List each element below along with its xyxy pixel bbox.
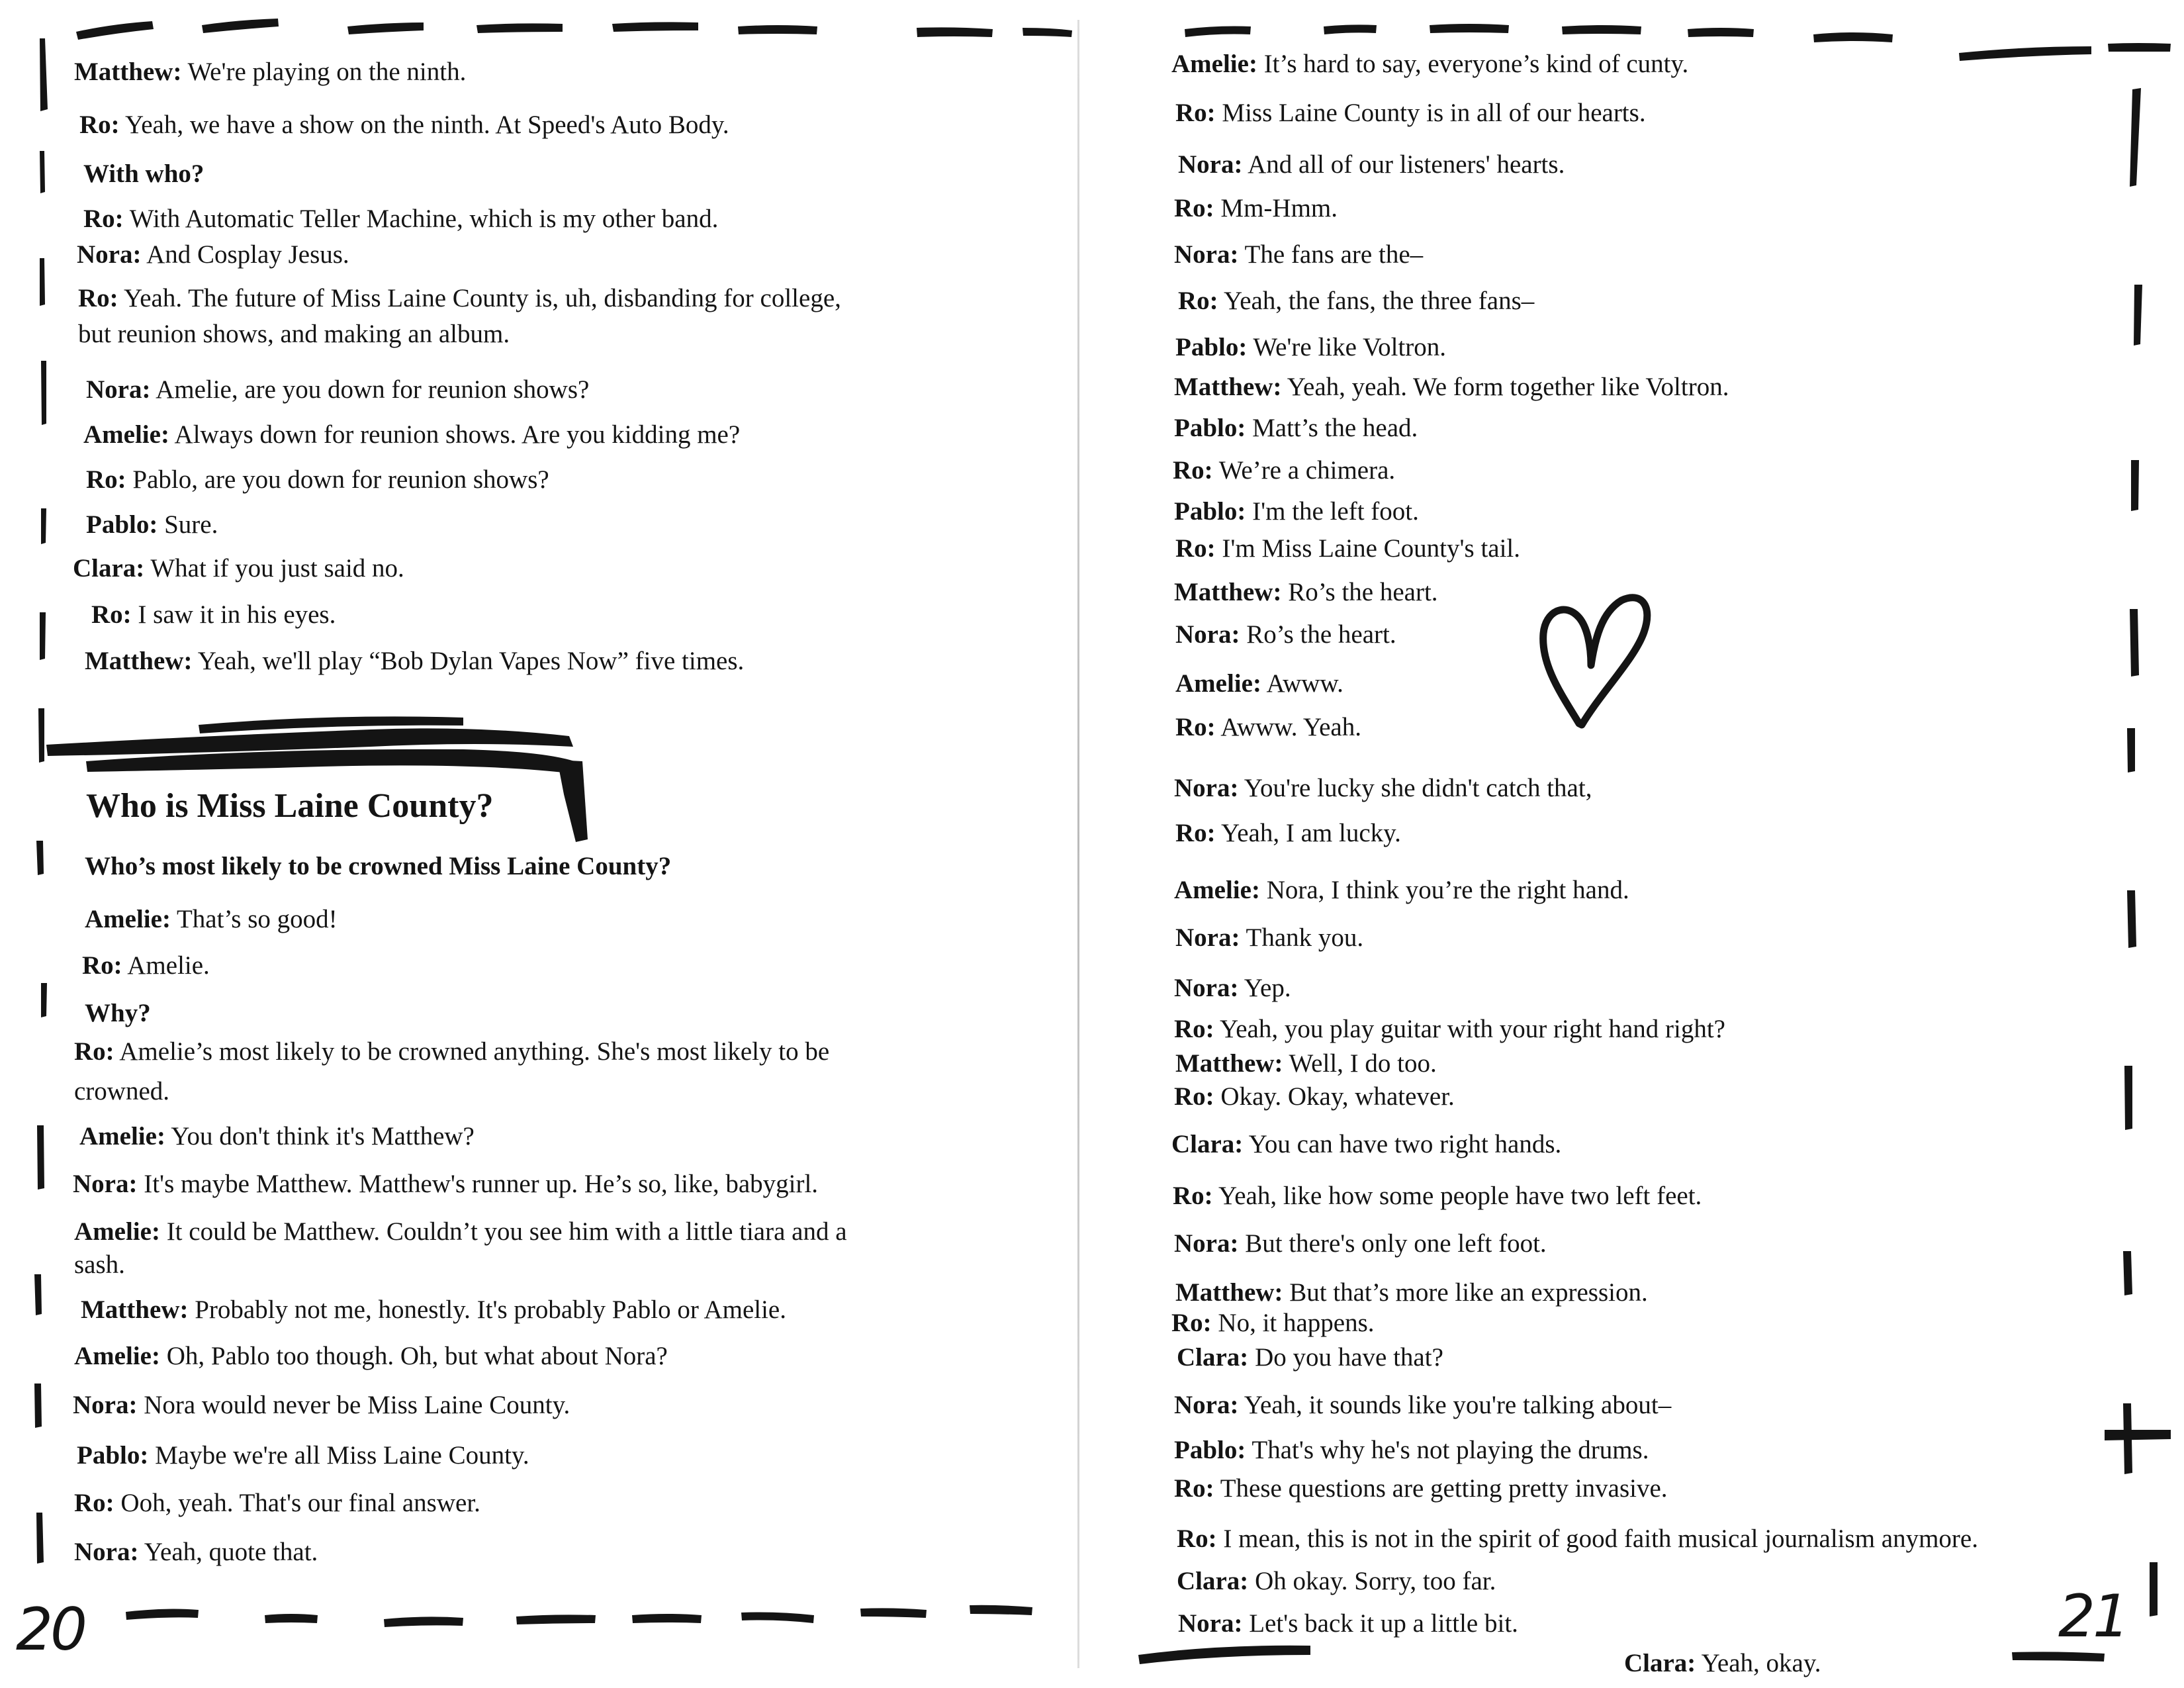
dialogue-line: Matthew: Yeah, yeah. We form together like Voltron.: [1174, 373, 1729, 401]
dialogue-line: but reunion shows, and making an album.: [78, 320, 510, 348]
dialogue-line: Nora: Yep.: [1174, 974, 1291, 1002]
dialogue-line: sash.: [74, 1250, 125, 1279]
dialogue-line: Nora: You're lucky she didn't catch that,: [1174, 774, 1592, 802]
dialogue-line: Pablo: We're like Voltron.: [1175, 333, 1447, 361]
dialogue-line: Amelie: It’s hard to say, everyone’s kind of cunty.: [1171, 50, 1689, 78]
dialogue-line: Amelie: It could be Matthew. Couldn’t you see him with a little tiara and a: [74, 1217, 847, 1246]
dialogue-line: Matthew: We're playing on the ninth.: [74, 58, 467, 86]
dialogue-line: Nora: It's maybe Matthew. Matthew's runner up. He’s so, like, babygirl.: [73, 1170, 819, 1198]
dialogue-line: Nora: Amelie, are you down for reunion shows?: [86, 375, 590, 404]
dialogue-line: Ro: I saw it in his eyes.: [91, 600, 336, 629]
dialogue-line: Nora: But there's only one left foot.: [1174, 1229, 1547, 1258]
dialogue-line: Ro: Yeah, I am lucky.: [1175, 819, 1401, 847]
dialogue-line: Amelie: Awww.: [1175, 669, 1343, 698]
dialogue-line: Ro: Yeah, you play guitar with your right hand right?: [1174, 1015, 1725, 1043]
dialogue-line: Nora: Thank you.: [1175, 923, 1364, 952]
dialogue-line: Matthew: Probably not me, honestly. It's probably Pablo or Amelie.: [81, 1295, 786, 1324]
dialogue-line: Amelie: That’s so good!: [85, 905, 338, 933]
dialogue-line: Matthew: Yeah, we'll play “Bob Dylan Vapes Now” five times.: [85, 647, 745, 675]
dialogue-line: Ro: Mm-Hmm.: [1174, 194, 1338, 222]
page-number: 21: [2058, 1582, 2127, 1650]
dialogue-line: Matthew: But that’s more like an expression.: [1175, 1278, 1648, 1307]
dialogue-line: Nora: The fans are the–: [1174, 240, 1424, 269]
dialogue-line: Clara: Yeah, okay.: [1624, 1649, 1821, 1677]
page-gutter: [1077, 20, 1079, 1668]
left-page: [0, 0, 1085, 1688]
dialogue-line: Nora: Yeah, it sounds like you're talking about–: [1174, 1391, 1672, 1419]
dialogue-line: Nora: And Cosplay Jesus.: [77, 240, 349, 269]
dialogue-line: Amelie: Always down for reunion shows. Are you kidding me?: [83, 420, 741, 449]
dialogue-line: Matthew: Ro’s the heart.: [1174, 578, 1438, 606]
dialogue-line: Nora: Let's back it up a little bit.: [1178, 1609, 1518, 1638]
dialogue-line: Nora: Ro’s the heart.: [1175, 620, 1396, 649]
dialogue-line: Ro: No, it happens.: [1171, 1309, 1375, 1337]
dialogue-line: Ro: With Automatic Teller Machine, which is my other band.: [83, 205, 719, 233]
dialogue-line: Ro: Miss Laine County is in all of our hearts.: [1175, 99, 1646, 127]
dialogue-line: crowned.: [74, 1077, 170, 1105]
dialogue-line: Ro: Yeah, the fans, the three fans–: [1178, 287, 1535, 315]
dialogue-line: Ro: Okay. Okay, whatever.: [1174, 1082, 1455, 1111]
dialogue-line: Clara: Oh okay. Sorry, too far.: [1177, 1567, 1496, 1595]
interview-question: Why?: [85, 999, 151, 1027]
dialogue-line: Pablo: Sure.: [86, 510, 218, 539]
dialogue-line: Pablo: Matt’s the head.: [1174, 414, 1418, 442]
dialogue-line: Ro: Awww. Yeah.: [1175, 713, 1361, 741]
dialogue-line: Amelie: You don't think it's Matthew?: [79, 1122, 475, 1150]
dialogue-line: Nora: Yeah, quote that.: [74, 1538, 318, 1566]
section-heading: Who is Miss Laine County?: [86, 787, 494, 825]
dialogue-line: Ro: I'm Miss Laine County's tail.: [1175, 534, 1521, 563]
dialogue-line: Ro: Yeah, we have a show on the ninth. At Speed's Auto Body.: [79, 111, 729, 139]
dialogue-line: Nora: And all of our listeners' hearts.: [1178, 150, 1565, 179]
right-page: [1085, 0, 2184, 1688]
dialogue-line: Ro: Ooh, yeah. That's our final answer.: [74, 1489, 480, 1517]
dialogue-line: Clara: Do you have that?: [1177, 1343, 1443, 1372]
dialogue-line: Ro: Amelie.: [82, 951, 210, 980]
dialogue-line: Ro: These questions are getting pretty invasive.: [1174, 1474, 1668, 1503]
dialogue-line: Ro: Yeah, like how some people have two left feet.: [1173, 1182, 1702, 1210]
dialogue-line: Ro: Amelie’s most likely to be crowned anything. She's most likely to be: [74, 1037, 830, 1066]
dialogue-line: Pablo: Maybe we're all Miss Laine County.: [77, 1441, 529, 1470]
dialogue-line: Clara: What if you just said no.: [73, 554, 404, 583]
dialogue-line: Pablo: I'm the left foot.: [1174, 497, 1419, 526]
dialogue-line: Ro: I mean, this is not in the spirit of good faith musical journalism anymore.: [1177, 1524, 1978, 1553]
dialogue-line: Clara: You can have two right hands.: [1171, 1130, 1562, 1158]
dialogue-line: Amelie: Oh, Pablo too though. Oh, but what about Nora?: [74, 1342, 668, 1370]
dialogue-line: Amelie: Nora, I think you’re the right hand.: [1174, 876, 1629, 904]
interview-question: With who?: [83, 160, 205, 188]
heart-icon: [1535, 586, 1655, 738]
dialogue-line: Pablo: That's why he's not playing the drums.: [1174, 1436, 1649, 1464]
dialogue-line: Matthew: Well, I do too.: [1175, 1049, 1437, 1078]
page-number: 20: [16, 1595, 85, 1664]
dialogue-line: Nora: Nora would never be Miss Laine County.: [73, 1391, 570, 1419]
dialogue-line: Ro: Yeah. The future of Miss Laine County is, uh, disbanding for college,: [78, 284, 841, 312]
dialogue-line: Ro: Pablo, are you down for reunion shows?: [86, 465, 549, 494]
interview-question: Who’s most likely to be crowned Miss Laine County?: [85, 852, 672, 880]
dialogue-line: Ro: We’re a chimera.: [1173, 456, 1396, 485]
